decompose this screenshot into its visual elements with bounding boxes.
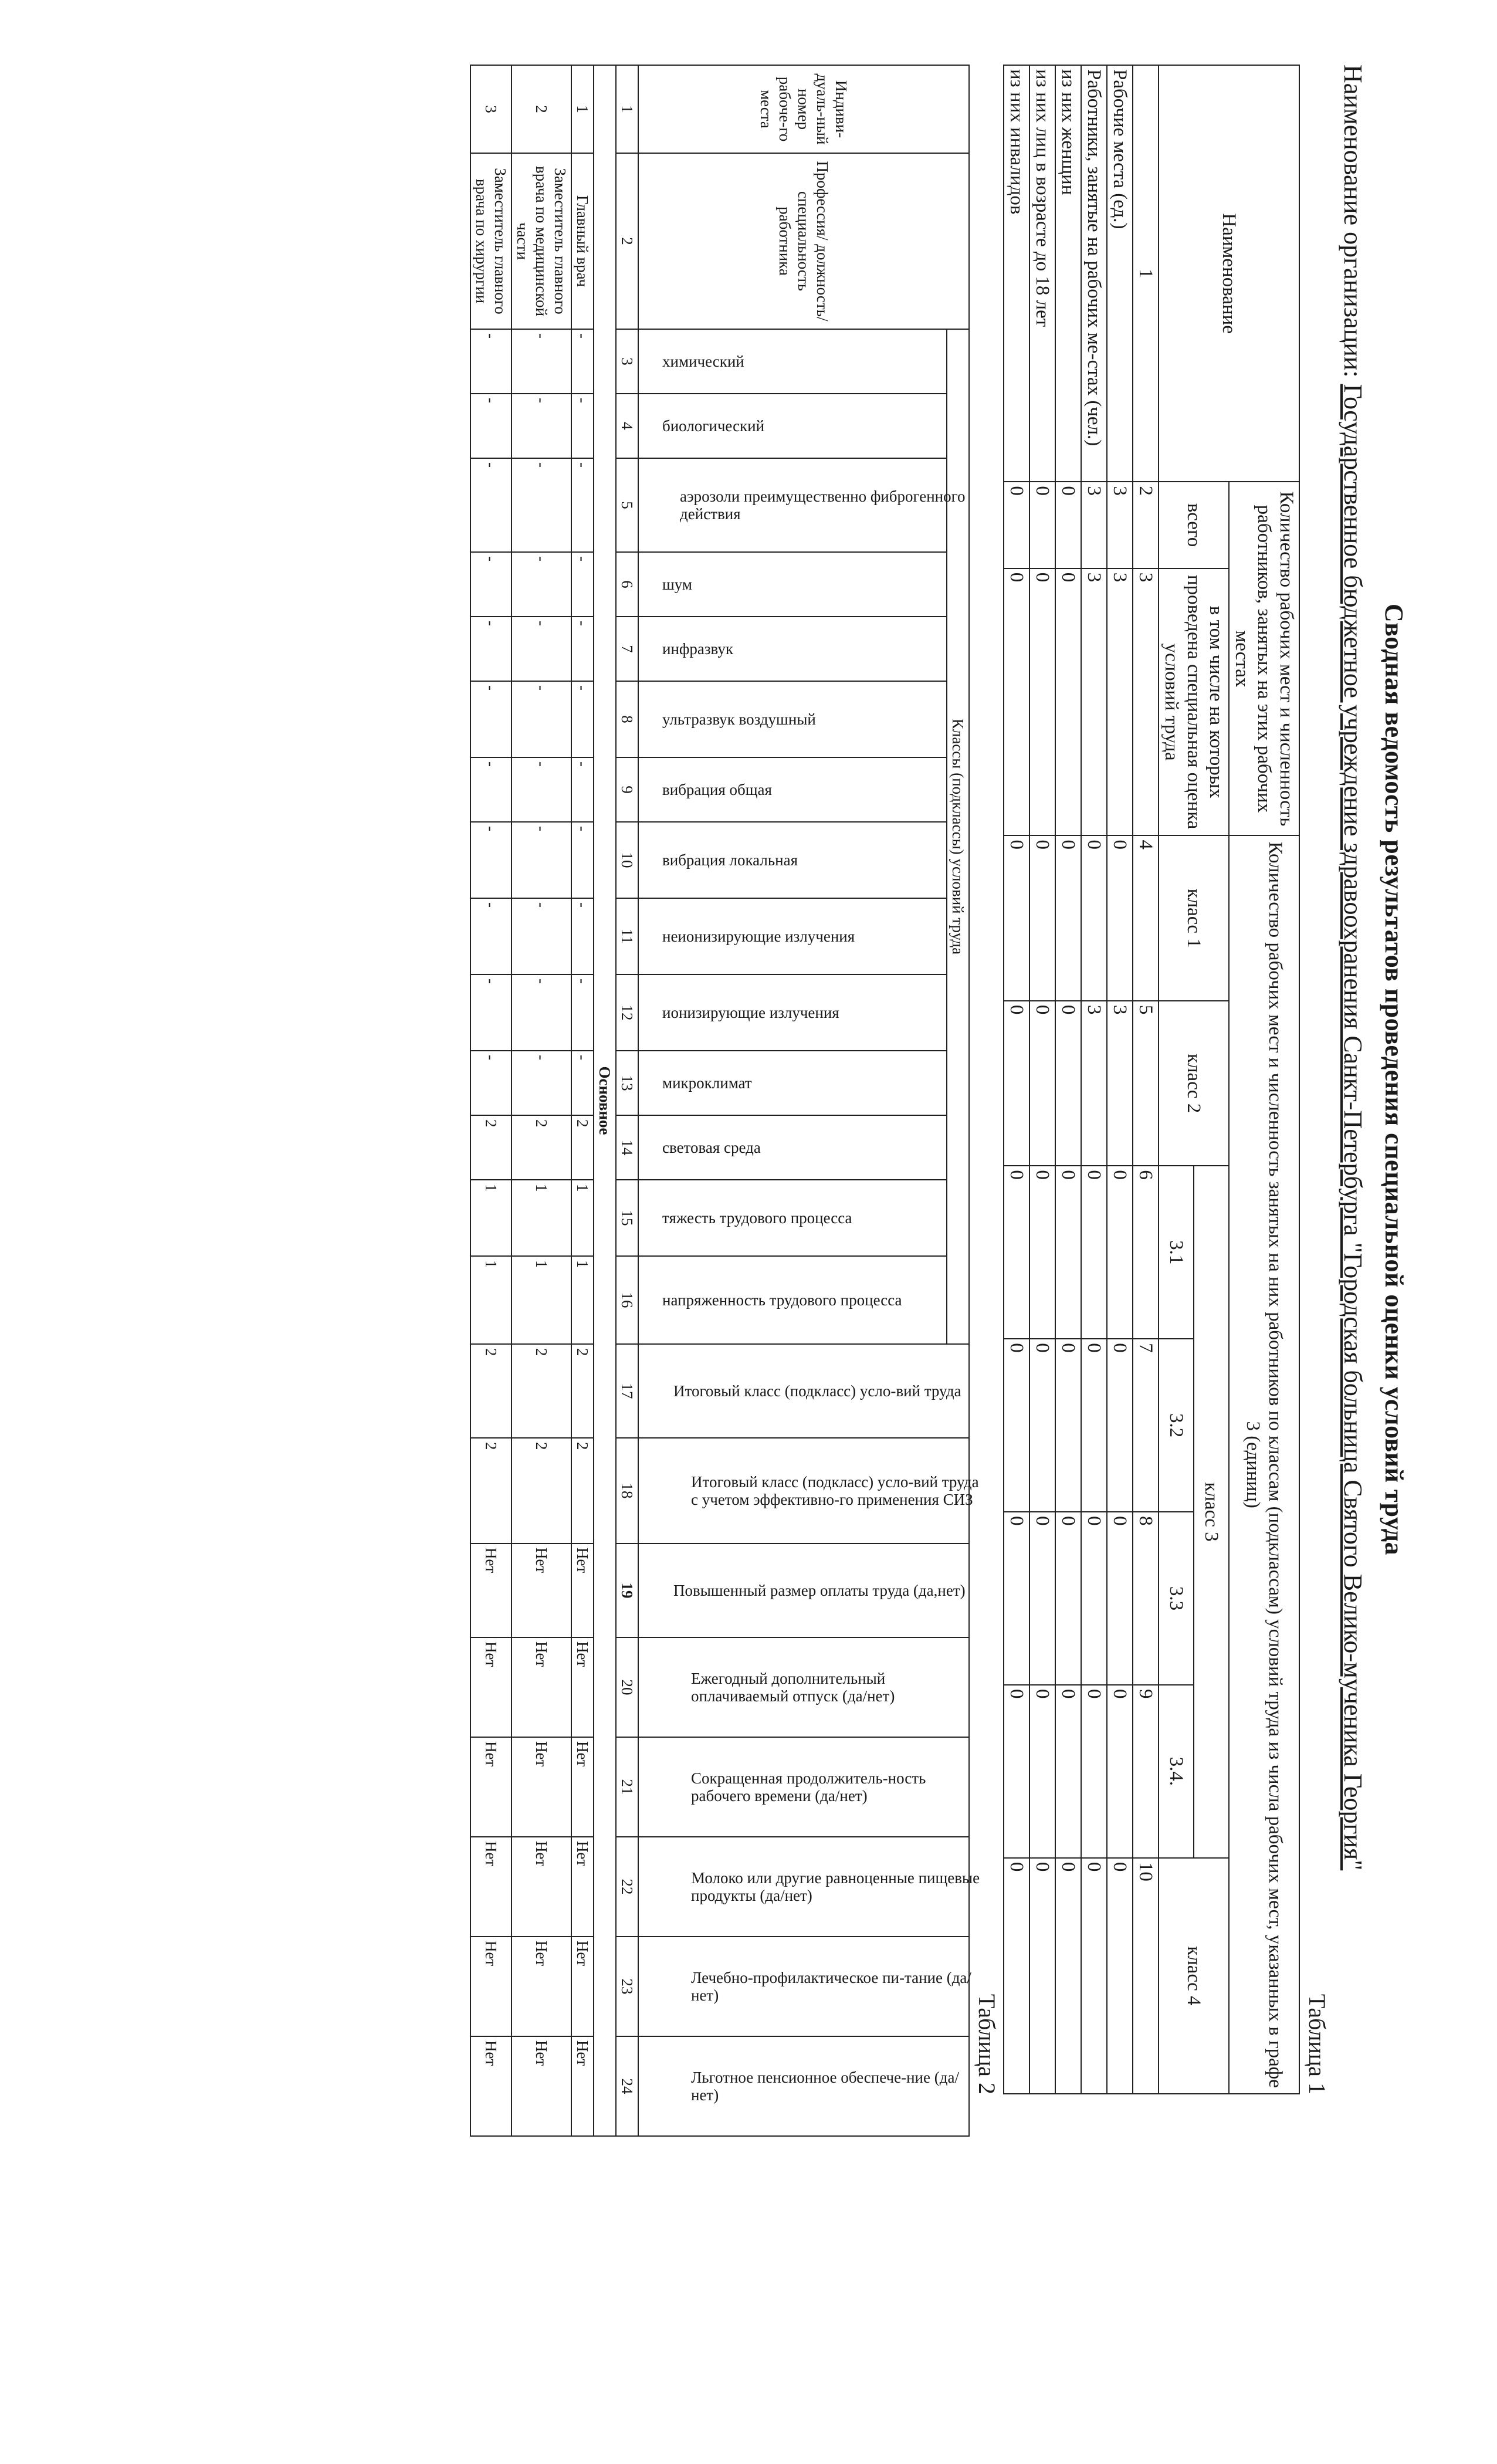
table1-cell: 3 <box>1081 482 1107 568</box>
table2-cell: - <box>470 898 512 974</box>
table1-col-number: 5 <box>1133 1001 1159 1166</box>
table2-cell: 1 <box>470 1180 512 1256</box>
table1-col-number: 7 <box>1133 1339 1159 1512</box>
table2-cell: Нет <box>470 1937 512 2036</box>
table2-col-number: 2 <box>616 153 638 329</box>
table2-col-number: 7 <box>616 617 638 681</box>
table2-cell: 2 <box>571 1344 594 1438</box>
table2-header-classes: Классы (подклассы) условий труда <box>947 329 969 1344</box>
table1-header-of-which: в том числе на которых проведена специальная оценка условий труда <box>1159 568 1229 836</box>
table2-header-factor-label: микроклимат <box>662 1074 752 1092</box>
table1-header-class4: класс 4 <box>1159 1858 1229 2094</box>
table2-cell: - <box>571 617 594 681</box>
table2-header-factor-wrap <box>640 1260 945 1340</box>
table2-col-number: 15 <box>616 1180 638 1256</box>
table2-header-row <box>947 65 969 2136</box>
table2-cell: - <box>512 822 571 898</box>
table2-header-factor-label: световая среда <box>662 1139 761 1156</box>
table2-header-factor <box>638 822 947 898</box>
table2-cell: - <box>470 822 512 898</box>
table2-header-factor <box>638 2036 969 2136</box>
table2-header-profession: Профессия/ должность/ специальность работника <box>638 153 969 329</box>
table1-row-name: Рабочие места (ед.) <box>1107 65 1133 482</box>
table2-cell: 1 <box>571 1256 594 1344</box>
table2-header-id: Индиви-дуаль-ный номер рабоче-го места <box>638 65 969 153</box>
table2-cell: 2 <box>571 1438 594 1544</box>
table2-cell: - <box>470 617 512 681</box>
table2-cell: - <box>571 552 594 617</box>
table2-cell: - <box>512 552 571 617</box>
table1-col-number: 4 <box>1133 835 1159 1000</box>
table1-col-number: 6 <box>1133 1166 1159 1339</box>
table1-header-c32: 3.2 <box>1159 1339 1194 1512</box>
table1-cell: 0 <box>1055 835 1081 1000</box>
table2-header-factor-label: Молоко или другие равноценные пищевые продукты (да/нет) <box>691 1869 980 1905</box>
table2-header-factor <box>638 1180 947 1256</box>
table2-header-factor-label: шум <box>662 576 693 593</box>
table2-header-factor-wrap <box>651 1548 966 1633</box>
table1-col-number: 8 <box>1133 1512 1159 1685</box>
table2-cell: - <box>571 1051 594 1115</box>
table2-section-label: Основное <box>594 65 616 2136</box>
table2-cell: Нет <box>512 1544 571 1637</box>
table2-row-profession: Главный врач <box>571 153 594 329</box>
table2-row <box>571 65 594 2136</box>
table2-cell: 2 <box>512 1344 571 1438</box>
table2-cell: Нет <box>512 1637 571 1737</box>
table2-cell: - <box>470 329 512 394</box>
table2-header-factor-label: тяжесть трудового процесса <box>662 1209 852 1227</box>
table2-header-factor-label: ультразвук воздушный <box>662 710 816 728</box>
table2-col-number: 1 <box>616 65 638 153</box>
table2-header-factor-wrap <box>640 1119 945 1176</box>
table2-header-factor <box>638 617 947 681</box>
table1-cell: 0 <box>1055 1858 1081 2094</box>
table2-cell: 1 <box>470 1256 512 1344</box>
table2-cell: - <box>512 1051 571 1115</box>
table1-header-classes: Количество рабочих мест и численность занятых на них работников по классам (подклассам) условий труда из числа рабочих мест, указанных в графе 3 (единиц) <box>1229 835 1299 2094</box>
table2-section-row <box>594 65 616 2136</box>
table1-cell: 0 <box>1107 1685 1133 1858</box>
table2-col-number: 16 <box>616 1256 638 1344</box>
table2-header-factor-wrap <box>640 902 945 970</box>
table2-header-factor <box>638 1937 969 2036</box>
table2-header-factor-label: Итоговый класс (подкласс) усло-вий труда <box>673 1382 961 1400</box>
table2-cell: - <box>470 394 512 458</box>
table2-cell: - <box>512 974 571 1051</box>
table2-header-factor-wrap <box>640 761 945 818</box>
table2-cell: - <box>470 974 512 1051</box>
table2-header-factor-wrap <box>640 398 945 454</box>
table2-row <box>470 65 512 2136</box>
table2-cell: - <box>512 898 571 974</box>
table1-cell: 3 <box>1081 568 1107 836</box>
table2-row <box>512 65 571 2136</box>
table2-header-factor-label: Лечебно-профилактическое пи-тание (да/нет) <box>691 1969 971 2005</box>
table1-row <box>1029 65 1055 2094</box>
table2-col-number: 8 <box>616 681 638 757</box>
table2-header-factor <box>638 1051 947 1115</box>
table1-cell: 0 <box>1055 1339 1081 1512</box>
table2-header-factor <box>638 552 947 617</box>
table1-cell: 0 <box>1029 835 1055 1000</box>
table2-cell: Нет <box>470 1737 512 1837</box>
document-content <box>107 65 1409 2104</box>
table1-header-total: всего <box>1159 482 1229 568</box>
table2-cell: - <box>571 458 594 552</box>
table1-header-c31: 3.1 <box>1159 1166 1194 1339</box>
table2-cell: 1 <box>512 1256 571 1344</box>
table1-cell: 0 <box>1004 835 1029 1000</box>
table1-cell: 0 <box>1055 1001 1081 1166</box>
table2-header-factor <box>638 1737 969 1837</box>
table2-cell: - <box>512 458 571 552</box>
table1-cell: 0 <box>1029 482 1055 568</box>
table2-cell: - <box>571 757 594 822</box>
table2-col-number: 13 <box>616 1051 638 1115</box>
table1-col-number-row <box>1133 65 1159 2094</box>
table1-row-name: из них инвалидов <box>1004 65 1029 482</box>
table2-col-number: 20 <box>616 1637 638 1737</box>
table1-cell: 0 <box>1029 1512 1055 1685</box>
table2-cell: Нет <box>512 1937 571 2036</box>
table1-row-name: из них лиц в возрасте до 18 лет <box>1029 65 1055 482</box>
table1-header-c33: 3.3 <box>1159 1512 1194 1685</box>
table2-header-factor-wrap <box>640 1055 945 1111</box>
table2-header-factor-wrap <box>651 2040 959 2132</box>
table2-col-number: 19 <box>616 1544 638 1637</box>
table1-header-name: Наименование <box>1159 65 1299 482</box>
table2-header-factor-label: Сокращенная продолжитель-ность рабочего времени (да/нет) <box>691 1769 926 1805</box>
table1-cell: 0 <box>1029 568 1055 836</box>
table1-cell: 0 <box>1081 835 1107 1000</box>
table2-cell: - <box>512 617 571 681</box>
table2-header-factor-wrap <box>640 556 945 612</box>
table2-col-number-row <box>616 65 638 2136</box>
table2-cell: - <box>571 822 594 898</box>
table2-cell: Нет <box>571 1937 594 2036</box>
table1-cell: 0 <box>1107 1858 1133 2094</box>
table2-row-profession: Заместитель главного врача по хирургии <box>470 153 512 329</box>
table1-header-class1: класс 1 <box>1159 835 1229 1000</box>
table2-row-id: 2 <box>512 65 571 153</box>
table2 <box>470 65 980 2137</box>
table2-col-number: 5 <box>616 458 638 552</box>
organization-line <box>1337 65 1369 2094</box>
table2-header-factor-wrap <box>640 621 945 677</box>
table2-cell: - <box>470 757 512 822</box>
table1-cell: 0 <box>1055 1512 1081 1685</box>
table2-header-factor <box>638 681 947 757</box>
table2-cell: Нет <box>470 2036 512 2136</box>
table1-cell: 0 <box>1029 1339 1055 1512</box>
table2-header-factor <box>638 1256 947 1344</box>
table2-header-factor <box>638 1438 979 1544</box>
table1-row <box>1004 65 1029 2094</box>
table2-cell: Нет <box>512 1837 571 1937</box>
table2-cell: 2 <box>512 1115 571 1180</box>
table2-col-number: 4 <box>616 394 638 458</box>
table2-header-factor-wrap <box>651 1442 979 1539</box>
table2-header-factor-label: Ежегодный дополнительный оплачиваемый отпуск (да/нет) <box>691 1670 895 1705</box>
table1-cell: 0 <box>1029 1685 1055 1858</box>
table2-header-factor-wrap <box>651 1841 980 1932</box>
table2-cell: Нет <box>470 1544 512 1637</box>
table2-header-factor-label: Итоговый класс (подкласс) усло-вий труда с учетом эффективно-го применения СИЗ <box>691 1473 979 1509</box>
table1-cell: 0 <box>1081 1339 1107 1512</box>
table2-header-factor-label: Повышенный размер оплаты труда (да,нет) <box>673 1582 966 1600</box>
table1-header-class3: класс 3 <box>1194 1166 1229 1857</box>
table2-cell: Нет <box>470 1837 512 1937</box>
table2-cell: - <box>512 394 571 458</box>
table2-cell: 2 <box>571 1115 594 1180</box>
table2-col-number: 10 <box>616 822 638 898</box>
table1-cell: 0 <box>1029 1166 1055 1339</box>
organization-label: Наименование организации: <box>1339 65 1367 378</box>
table1-col-number: 1 <box>1133 65 1159 482</box>
table2-header-factor-wrap <box>651 1641 956 1733</box>
table1-row <box>1081 65 1107 2094</box>
table1-cell: 0 <box>1107 1512 1133 1685</box>
table1 <box>1003 65 1300 2094</box>
table1-cell: 0 <box>1081 1166 1107 1339</box>
table1-cell: 0 <box>1081 1858 1107 2094</box>
table2-header-factor-label: вибрация локальная <box>662 851 798 869</box>
table1-cell: 0 <box>1055 482 1081 568</box>
table1-cell: 0 <box>1004 568 1029 836</box>
table1-cell: 0 <box>1107 1339 1133 1512</box>
table2-header-factor-wrap <box>640 979 945 1047</box>
table2-header-factor <box>638 757 947 822</box>
table2-header-factor-label: химический <box>662 353 744 370</box>
table2-row-profession: Заместитель главного врача по медицинской части <box>512 153 571 329</box>
table2-header-factor <box>638 974 947 1051</box>
table2-cell: - <box>470 552 512 617</box>
table1-col-number: 2 <box>1133 482 1159 568</box>
table2-header-factor <box>638 394 947 458</box>
table1-col-number: 3 <box>1133 568 1159 836</box>
organization-name: Государственное бюджетное учреждение здравоохранения Санкт-Петербурга "Городская больница Святого Велико-мученика Георгия" <box>1339 384 1367 1871</box>
table1-col-number: 9 <box>1133 1685 1159 1858</box>
table2-cell: - <box>470 1051 512 1115</box>
table2-col-number: 9 <box>616 757 638 822</box>
table1-col-number: 10 <box>1133 1858 1159 2094</box>
table2-header-factor-label: неионизирующие излучения <box>662 928 855 945</box>
table2-header-factor-wrap <box>640 462 966 548</box>
table2-header-factor-wrap <box>651 1941 971 2032</box>
table2-col-number: 23 <box>616 1937 638 2036</box>
table2-cell: Нет <box>571 1837 594 1937</box>
table2-col-number: 18 <box>616 1438 638 1544</box>
table2-col-number: 12 <box>616 974 638 1051</box>
table1-cell: 0 <box>1004 1001 1029 1166</box>
table2-cell: 2 <box>512 1438 571 1544</box>
table2-header-factor-wrap <box>640 826 945 894</box>
table2-cell: Нет <box>512 1737 571 1837</box>
table2-col-number: 3 <box>616 329 638 394</box>
table2-cell: Нет <box>571 1637 594 1737</box>
table1-cell: 0 <box>1107 835 1133 1000</box>
table2-header-factor-wrap <box>640 333 945 390</box>
table1-header-workplaces: Количество рабочих мест и численность работников, занятых на этих рабочих местах <box>1229 482 1299 835</box>
table2-header-factor <box>638 329 947 394</box>
table2-cell: Нет <box>571 2036 594 2136</box>
table1-cell: 3 <box>1107 482 1133 568</box>
table2-col-number: 14 <box>616 1115 638 1180</box>
table2-header-factor-label: Льготное пенсионное обеспече-ние (да/нет) <box>691 2069 959 2104</box>
table2-cell: - <box>571 681 594 757</box>
table1-cell: 0 <box>1004 1685 1029 1858</box>
table2-cell: 2 <box>470 1344 512 1438</box>
table1-cell: 0 <box>1055 568 1081 836</box>
table2-cell: - <box>571 329 594 394</box>
table2-header-factor-label: напряженность трудового процесса <box>662 1291 902 1309</box>
table2-header-factor <box>638 1115 947 1180</box>
table2-col-number: 17 <box>616 1344 638 1438</box>
table1-caption: Таблица 1 <box>1304 1993 1330 2094</box>
table2-header-factor-label: биологический <box>662 417 765 435</box>
table1-cell: 0 <box>1004 1512 1029 1685</box>
document-title: Сводная ведомость результатов проведения специальной оценки условий труда <box>1380 603 1408 1556</box>
table1-row-name: из них женщин <box>1055 65 1081 482</box>
table2-cell: Нет <box>470 1637 512 1737</box>
table2-col-number: 24 <box>616 2036 638 2136</box>
table2-col-number: 22 <box>616 1837 638 1937</box>
table1-row <box>1055 65 1081 2094</box>
table1-row <box>1107 65 1133 2094</box>
table2-col-number: 11 <box>616 898 638 974</box>
table2-col-number: 6 <box>616 552 638 617</box>
table2-row-id: 3 <box>470 65 512 153</box>
table2-header-factor <box>638 1544 969 1637</box>
table2-cell: 1 <box>571 1180 594 1256</box>
table2-cell: 2 <box>470 1115 512 1180</box>
table1-cell: 3 <box>1107 568 1133 836</box>
table2-header-factor <box>638 1637 969 1737</box>
table1-cell: 0 <box>1081 1685 1107 1858</box>
table1-cell: 0 <box>1055 1685 1081 1858</box>
table2-header-factor <box>638 458 966 552</box>
table1-cell: 0 <box>1004 1166 1029 1339</box>
table2-cell: - <box>512 757 571 822</box>
table2-cell: 1 <box>512 1180 571 1256</box>
table1-cell: 0 <box>1004 1858 1029 2094</box>
table1-header-c34: 3.4. <box>1159 1685 1194 1858</box>
table1-cell: 0 <box>1029 1858 1055 2094</box>
table1-row-name: Работники, занятые на рабочих ме-стах (чел.) <box>1081 65 1107 482</box>
table2-cell: - <box>470 458 512 552</box>
table1-cell: 0 <box>1004 482 1029 568</box>
table2-cell: 2 <box>470 1438 512 1544</box>
table2-header-factor-wrap <box>640 1184 945 1252</box>
table2-header-factor-wrap <box>640 685 945 753</box>
table2-cell: - <box>571 974 594 1051</box>
table2-header-factor <box>638 898 947 974</box>
table2-row-id: 1 <box>571 65 594 153</box>
table2-cell: - <box>470 681 512 757</box>
table2-header-factor-label: ионизирующие излучения <box>662 1004 839 1021</box>
table2-cell: Нет <box>571 1737 594 1837</box>
table1-cell: 3 <box>1107 1001 1133 1166</box>
table2-cell: Нет <box>571 1544 594 1637</box>
table2-header-factor-wrap <box>651 1348 961 1434</box>
table2-header-factor <box>638 1837 980 1937</box>
table2-header-factor-label: инфразвук <box>662 640 733 658</box>
table2-header-factor-label: аэрозоли преимущественно фиброгенного действия <box>680 488 966 523</box>
table1-cell: 3 <box>1081 1001 1107 1166</box>
table2-header-factor-wrap <box>651 1741 956 1833</box>
table1-cell: 0 <box>1029 1001 1055 1166</box>
table2-cell: - <box>571 394 594 458</box>
table1-cell: 0 <box>1004 1339 1029 1512</box>
table1-cell: 0 <box>1107 1166 1133 1339</box>
table2-header-factor <box>638 1344 969 1438</box>
table1-header-class2: класс 2 <box>1159 1001 1229 1166</box>
table2-cell: - <box>512 681 571 757</box>
table1-cell: 0 <box>1055 1166 1081 1339</box>
table2-header-factor-label: вибрация общая <box>662 781 772 798</box>
table1-cell: 0 <box>1081 1512 1107 1685</box>
table2-cell: Нет <box>512 2036 571 2136</box>
table2-col-number: 21 <box>616 1737 638 1837</box>
table2-cell: - <box>571 898 594 974</box>
table2-caption: Таблица 2 <box>974 1993 1000 2094</box>
table2-cell: - <box>512 329 571 394</box>
